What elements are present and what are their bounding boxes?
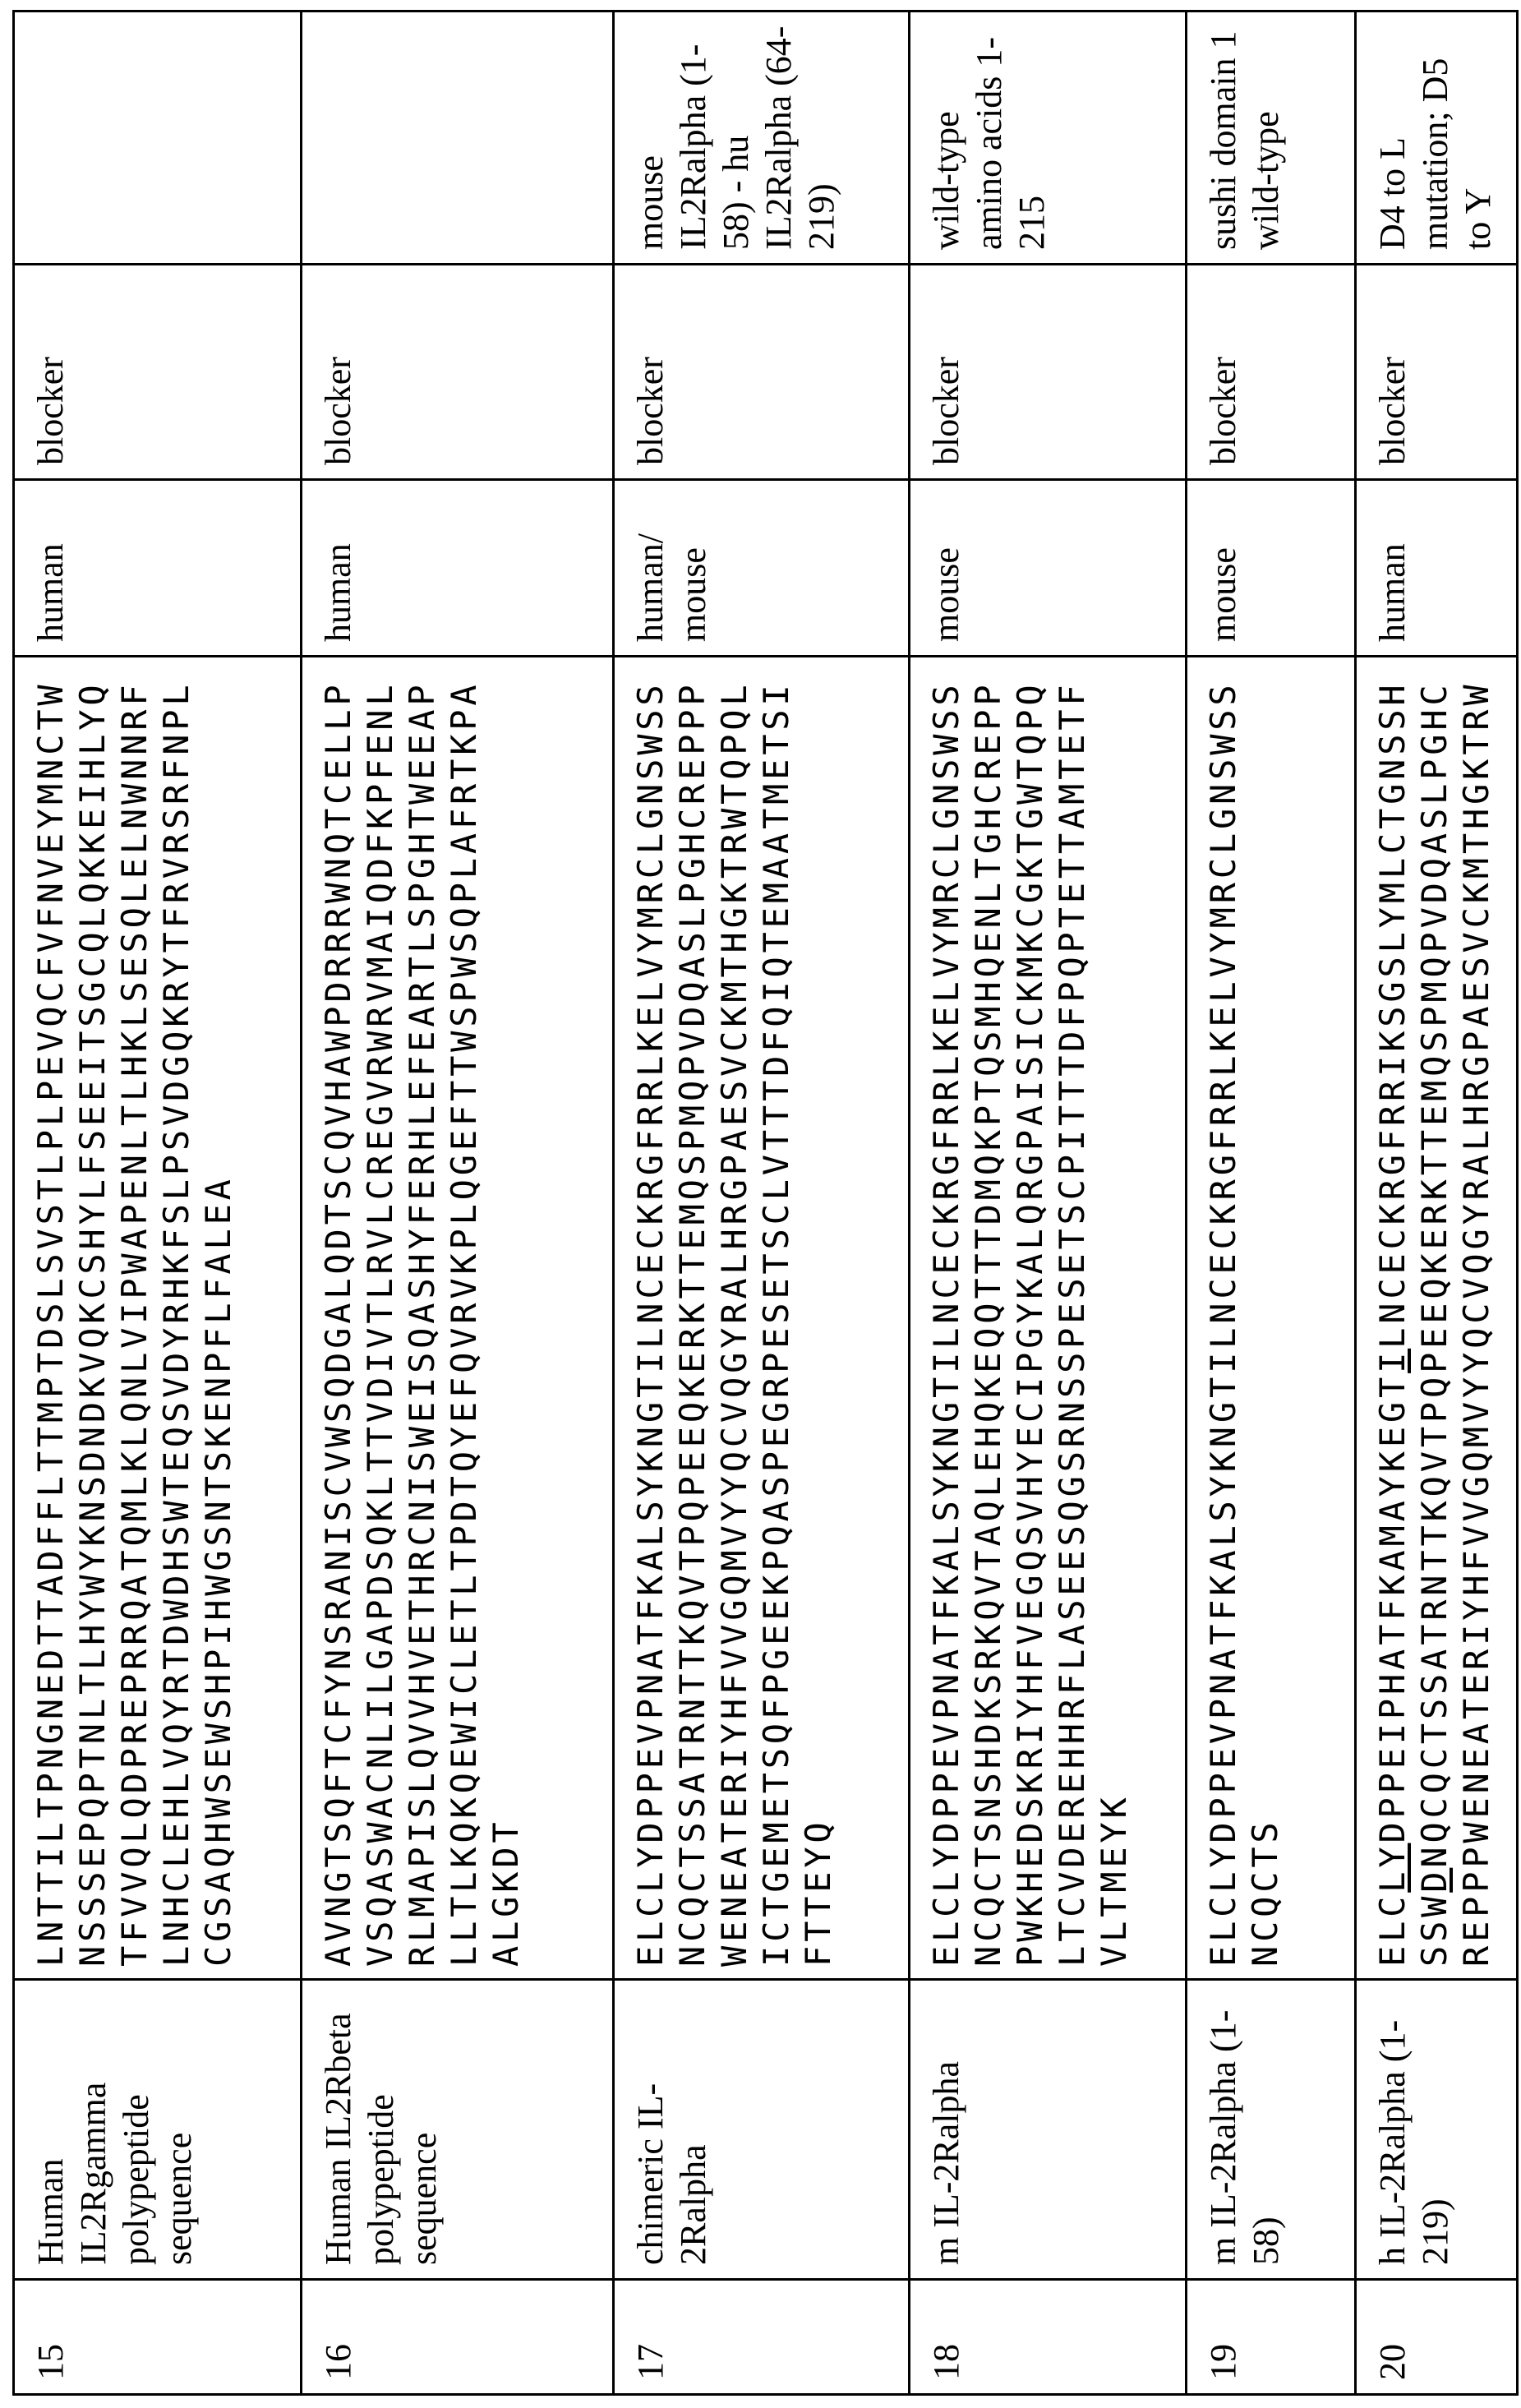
sequence-line	[113, 669, 155, 1967]
sequence-name: h IL-2Ralpha (1-219)	[1356, 1980, 1518, 2280]
sequence-line	[71, 669, 113, 1967]
sequence-segment: ALGKDT	[486, 1818, 526, 1967]
sequence-line	[713, 669, 755, 1967]
sequence-segment: ICTGEMETSQFPGEEKPQASPEGRPESETSCLVTTTDFQIQTEMAATMETSI	[756, 681, 796, 1967]
notes: wild-type amino acids 1-215	[910, 12, 1187, 265]
sequence-line	[629, 669, 671, 1967]
sequence-line	[1009, 669, 1051, 1967]
sequence-segment: LNCECKRGFRRIKSGSLYMLCTGNSSH	[1372, 680, 1413, 1348]
sequence-line	[317, 669, 359, 1967]
species: mouse	[910, 480, 1187, 657]
table-row	[910, 12, 1187, 2395]
sequence-segment: NCQCTSNSHDKSRKQVTAQLEHQKEQQTTTDMQKPTQSMHQENLTGHCREPP	[968, 681, 1008, 1967]
sequence-segment: NCQCTSSATRNTTKQVTPQPEEQKERKTTEMQSPMQPVDQASLPGHCREPPP	[672, 681, 712, 1967]
seq-id-number: 16	[302, 2280, 614, 2395]
sequence-line	[1244, 669, 1286, 1967]
sequence-segment: RLMAPISLQVVHVETHRCNISWEISQASHYFERHLEFEARTLSPGHTWEEAP	[402, 681, 442, 1967]
sequence-line	[401, 669, 443, 1967]
sequence-line	[755, 669, 797, 1967]
sequence-segment: VSQASWACNLILGAPDSQKLTTVDIVTLRVLCREGVRWRVMAIQDFKPFENL	[360, 681, 400, 1967]
sequence-segment: AVNGTSQFTCFYNSRANISCVWSQDGALQDTSCQVHAWPDRRRWNQTCELLP	[318, 681, 358, 1967]
molecule-type: blocker	[14, 265, 302, 480]
sequence-line	[485, 669, 527, 1967]
table-row	[302, 12, 614, 2395]
notes: mouse IL2Ralpha (1-58) - hu IL2Ralpha (64-219)	[614, 12, 910, 265]
seq-id-number: 17	[614, 2280, 910, 2395]
molecule-type: blocker	[1356, 265, 1518, 480]
sequence-line	[359, 669, 401, 1967]
species: human/ mouse	[614, 480, 910, 657]
sequence-segment: REPPPWENEATERIYHFVVGQMVYYQCVQGYRALHRGPAESVCKMTHGKTRW	[1456, 681, 1496, 1967]
table-row	[614, 12, 910, 2395]
sequence-line	[1202, 669, 1244, 1967]
sequence-line	[671, 669, 713, 1967]
sequence-segment: LNTTILTPNGNEDTTADFFLTTMPTDSLSVSTLPLPEVQCFVFNVEYMNCTW	[30, 681, 71, 1967]
sequence-cell	[910, 657, 1187, 1980]
sequence-line	[443, 669, 485, 1967]
sequence-segment: NSSSEPQPTNLTLHYWYKNSDNDKVQKCSHYLFSEEITSGCQLQKKEIHLYQ	[72, 681, 113, 1967]
sequence-segment: TFVVQLQDPREPRRQATQMLKLQNLVIPWAPENLTLHKLSESQLELNWNNRF	[114, 681, 154, 1967]
notes	[14, 12, 302, 265]
sequence-segment: NCQCTS	[1245, 1818, 1285, 1967]
sequence-line	[1455, 669, 1497, 1967]
sequence-segment: ELCLYDPPEVPNATFKALSYKNGTILNCECKRGFRRLKELVYMRCLGNSWSS	[1203, 681, 1243, 1967]
sequence-line	[797, 669, 839, 1967]
sequence-line	[197, 669, 239, 1967]
sequence-cell	[1356, 657, 1518, 1980]
sequence-line	[925, 669, 967, 1967]
sequence-name: Human IL2Rbeta polypeptide sequence	[302, 1980, 614, 2280]
sequence-name: chimeric IL-2Ralpha	[614, 1980, 910, 2280]
sequence-segment: ELCLYDPPEVPNATFKALSYKNGTILNCECKRGFRRLKELVYMRCLGNSWSS	[630, 681, 671, 1967]
sequence-cell	[14, 657, 302, 1980]
table-row	[14, 12, 302, 2395]
seq-id-number: 20	[1356, 2280, 1518, 2395]
sequence-segment: CGSAQHWSEWSHPIHWGSNTSKENPFLFALEA	[198, 1175, 238, 1967]
sequence-segment: LNHCLEHLVQYRTDWDHSWTEQSVDYRHKFSLPSVDGQKRYTFRVRSRFNPL	[156, 681, 196, 1967]
sequence-segment: VLTMEYK	[1094, 1793, 1134, 1967]
sequence-line	[967, 669, 1009, 1967]
sequence-segment: FTTEYQ	[798, 1818, 838, 1967]
molecule-type: blocker	[614, 265, 910, 480]
molecule-type: blocker	[910, 265, 1187, 480]
rotated-page	[0, 0, 1521, 2408]
sequence-name: m IL-2Ralpha	[910, 1980, 1187, 2280]
sequence-segment: DPPEIPHATFKAMAYKEGT	[1372, 1373, 1413, 1843]
species: human	[302, 480, 614, 657]
seq-id-number: 15	[14, 2280, 302, 2395]
species: human	[1356, 480, 1518, 657]
table-body	[14, 12, 1518, 2395]
notes	[302, 12, 614, 265]
table-row	[1187, 12, 1356, 2395]
mutation-highlight: I	[1372, 1349, 1413, 1373]
sequence-segment: WENEATERIYHFVVGQMVYYQCVQGYRALHRGPAESVCKMTHGKTRWTQPQL	[714, 681, 754, 1967]
seq-id-number: 18	[910, 2280, 1187, 2395]
mutation-highlight: D	[1414, 1868, 1454, 1893]
sequence-name: Human IL2Rgamma polypeptide sequence	[14, 1980, 302, 2280]
notes: sushi domain 1 wild-type	[1187, 12, 1356, 265]
sequence-segment: NQCQCTSSATRNTTKQVTPQPEEQKERKTTEMQSPMQPVDQASLPGHC	[1414, 681, 1454, 1868]
sequence-line	[30, 669, 71, 1967]
sequence-cell	[302, 657, 614, 1980]
sequence-line	[155, 669, 197, 1967]
seq-id-number: 19	[1187, 2280, 1356, 2395]
mutation-highlight: LY	[1372, 1843, 1413, 1893]
molecule-type: blocker	[1187, 265, 1356, 480]
sequence-line	[1371, 669, 1413, 1967]
table-row	[1356, 12, 1518, 2395]
sequence-segment: LTCVDEREHHRFLASEESQGSRNSSPESETSCPITTTDFPQPTETTAMTETF	[1052, 681, 1092, 1967]
sequence-segment: LLTLKQKQEWICLETLTPDTQYEFQVRVKPLQGEFTTWSPWSQPLAFRTKPA	[444, 681, 484, 1967]
sequence-segment: PWKHEDSKRIYHFVEGQSVHYECIPGYKALQRGPAISICKMKCGKTGWTQPQ	[1010, 681, 1050, 1967]
species: mouse	[1187, 480, 1356, 657]
sequence-name: m IL-2Ralpha (1-58)	[1187, 1980, 1356, 2280]
sequence-line	[1413, 669, 1455, 1967]
molecule-type: blocker	[302, 265, 614, 480]
sequence-table	[12, 10, 1519, 2396]
sequence-cell	[614, 657, 910, 1980]
sequence-line	[1093, 669, 1135, 1967]
sequence-segment: SSW	[1414, 1893, 1454, 1967]
sequence-segment: ELCLYDPPEVPNATFKALSYKNGTILNCECKRGFRRLKELVYMRCLGNSWSS	[926, 681, 966, 1967]
sequence-line	[1051, 669, 1093, 1967]
sequence-segment: ELC	[1372, 1893, 1413, 1967]
sequence-cell	[1187, 657, 1356, 1980]
notes: D4 to L mutation; D5 to Y	[1356, 12, 1518, 265]
species: human	[14, 480, 302, 657]
